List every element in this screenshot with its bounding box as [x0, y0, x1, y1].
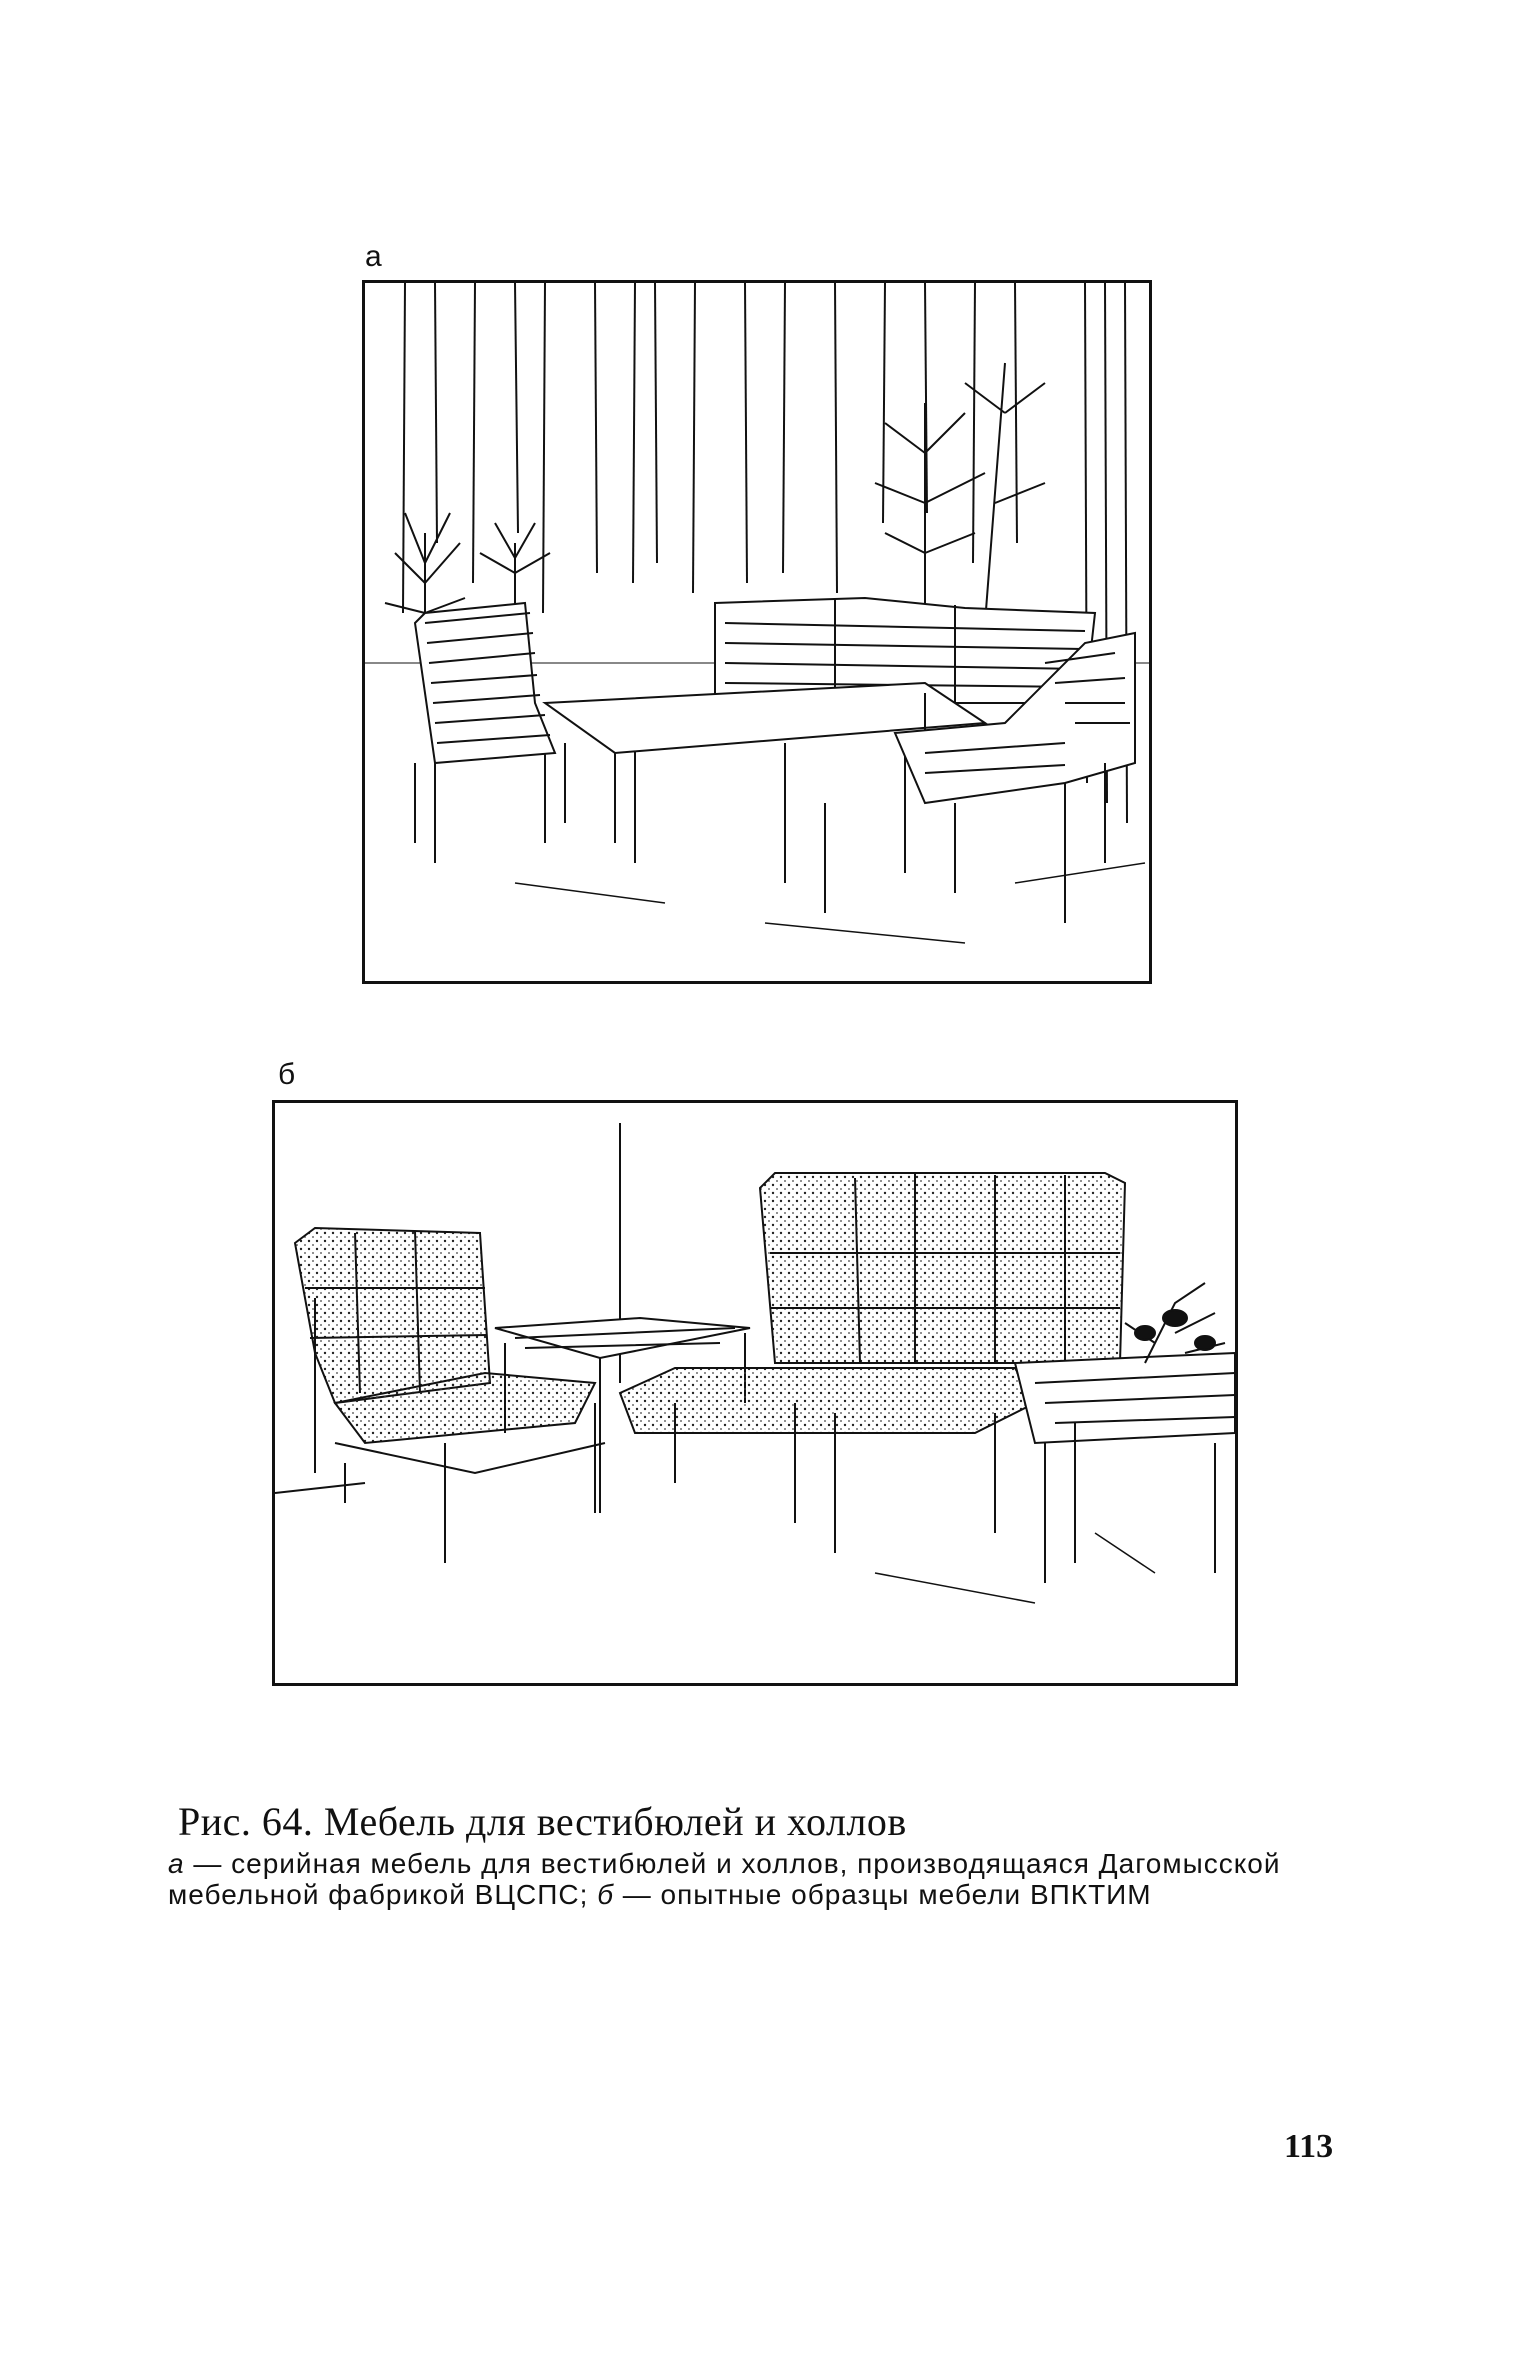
panel-a-label: а	[365, 240, 382, 273]
figure-panel-b-drawing	[272, 1100, 1238, 1686]
caption-a-letter: а	[168, 1848, 185, 1879]
lobby-furniture-illustration-a	[365, 283, 1149, 981]
figure-caption-text	[168, 1848, 1348, 1910]
page-number: 113	[1284, 2128, 1334, 2165]
caption-a-description: — серийная мебель для вестибюлей и холлов, производящаяся Дагомысской мебельной фабрикой ВЦСПС;	[168, 1848, 1281, 1910]
caption-b-description: — опытные образцы мебели ВПКТИМ	[613, 1879, 1152, 1910]
figure-panel-a-drawing	[362, 280, 1152, 984]
panel-b-label: б	[278, 1058, 296, 1091]
figure-caption-title: Рис. 64. Мебель для вестибюлей и холлов	[178, 1799, 907, 1844]
caption-b-letter: б	[597, 1879, 614, 1910]
lobby-furniture-illustration-b	[275, 1103, 1235, 1683]
